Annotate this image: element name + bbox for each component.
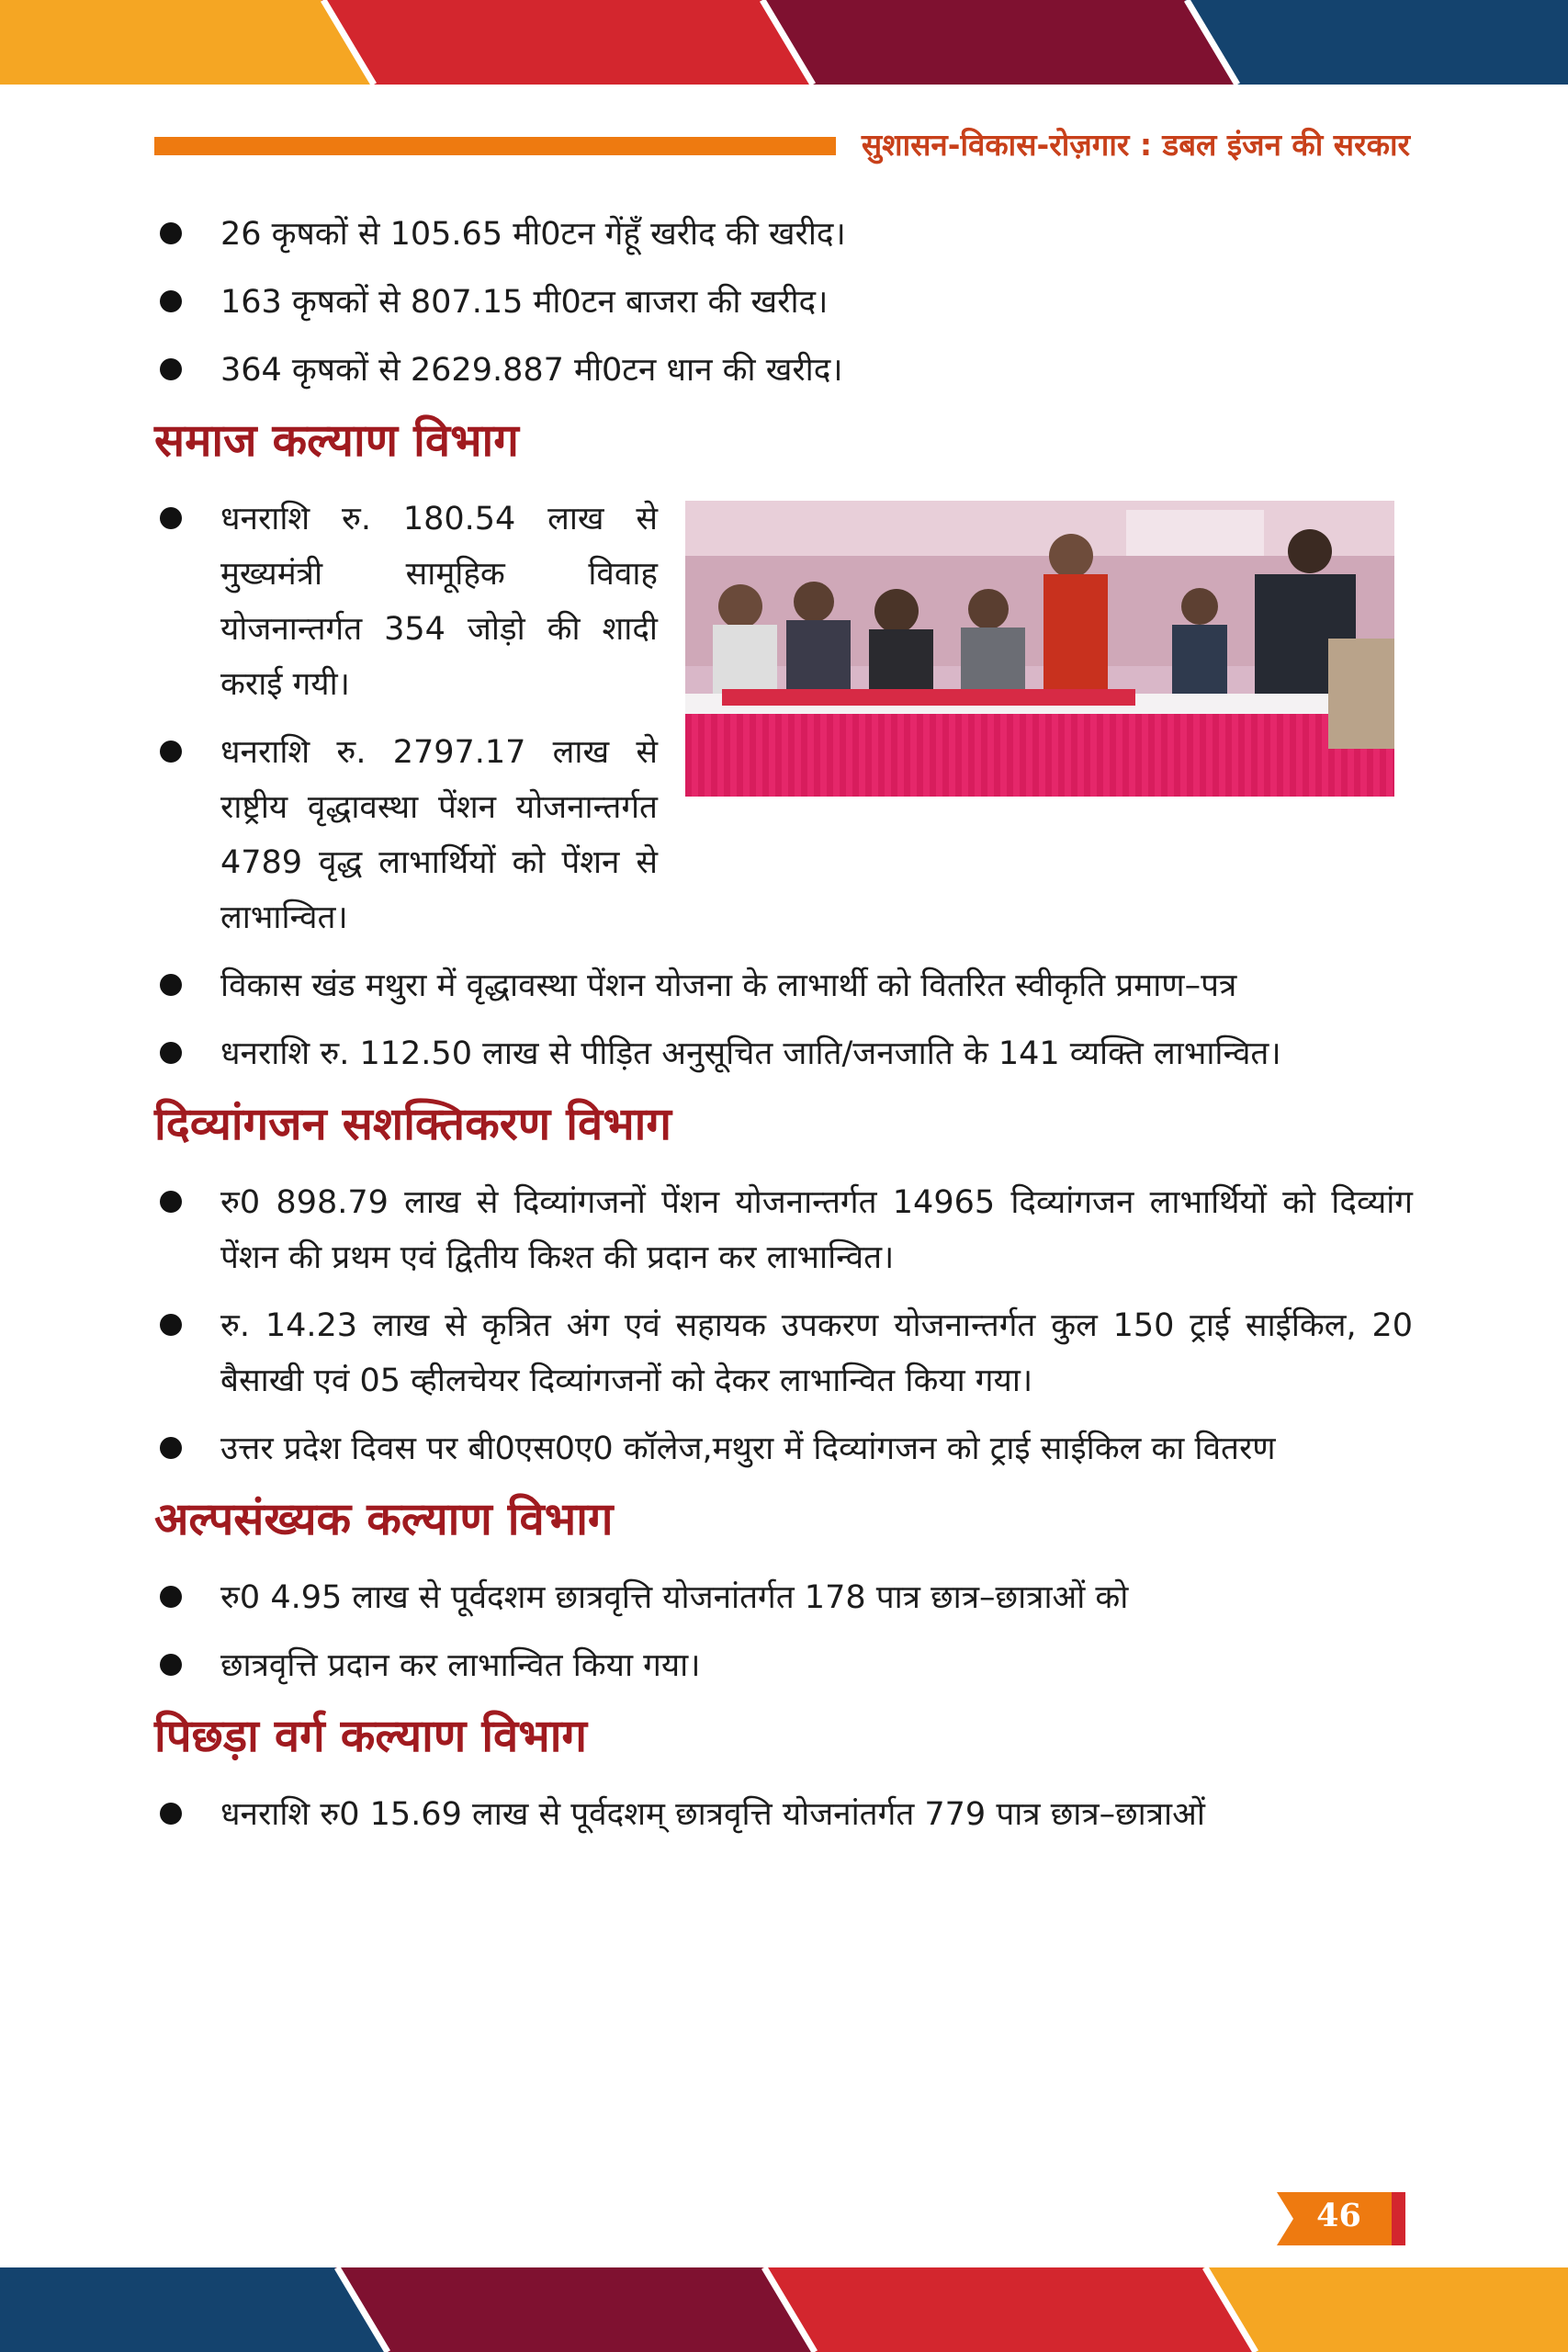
bullet-icon — [160, 1586, 182, 1608]
event-photo — [685, 501, 1394, 797]
list-item: धनराशि रु. 2797.17 लाख से राष्ट्रीय वृद्धावस्था पेंशन योजनान्तर्गत 4789 वृद्ध लाभार्थियों को पेंशन से लाभान्वित। — [154, 725, 658, 945]
bullet-icon — [160, 290, 182, 312]
list-item: विकास खंड मथुरा में वृद्धावस्था पेंशन योजना के लाभार्थी को वितरित स्वीकृति प्रमाण–पत्र — [154, 958, 1413, 1013]
bottom-color-band — [0, 2267, 1568, 2352]
bullet-icon — [160, 222, 182, 244]
list-item: उत्तर प्रदेश दिवस पर बी0एस0ए0 कॉलेज,मथुरा में दिव्यांगजन को ट्राई साईकिल का वितरण — [154, 1421, 1413, 1476]
bullet-icon — [160, 1191, 182, 1213]
list-item: 364 कृषकों से 2629.887 मी0टन धान की खरीद। — [154, 343, 1413, 398]
section-heading-divyangjan: दिव्यांगजन सशक्तिकरण विभाग — [154, 1098, 671, 1150]
list-item: रु0 898.79 लाख से दिव्यांगजनों पेंशन योजनान्तर्गत 14965 दिव्यांगजन लाभार्थियों को दिव्यांग पेंशन की प्रथम एवं द्वितीय किश्त की प्रदान कर लाभान्वित। — [154, 1175, 1413, 1285]
bullet-icon — [160, 1314, 182, 1336]
list-item: धनराशि रु0 15.69 लाख से पूर्वदशम् छात्रवृत्ति योजनांतर्गत 779 पात्र छात्र–छात्राओं — [154, 1787, 1413, 1842]
header-tagline: सुशासन-विकास-रोज़गार : डबल इंजन की सरकार — [861, 127, 1410, 163]
divyangjan-list — [154, 1175, 1413, 1476]
list-item: 163 कृषकों से 807.15 मी0टन बाजरा की खरीद। — [154, 275, 1413, 330]
bullet-icon — [160, 1803, 182, 1825]
page-number: 46 — [1316, 2197, 1361, 2234]
bullet-icon — [160, 974, 182, 996]
list-item: 26 कृषकों से 105.65 मी0टन गेंहूँ खरीद की खरीद। — [154, 207, 1413, 262]
samaj-kalyan-list — [154, 492, 658, 945]
samaj-kalyan-list-continued — [154, 958, 1413, 1081]
bullet-icon — [160, 1654, 182, 1676]
pichhda-varg-list — [154, 1787, 1413, 1842]
list-item: छात्रवृत्ति प्रदान कर लाभान्वित किया गया। — [154, 1638, 1413, 1693]
header-rule — [154, 137, 836, 155]
list-item: धनराशि रु. 112.50 लाख से पीड़ित अनुसूचित जाति/जनजाति के 141 व्यक्ति लाभान्वित। — [154, 1026, 1413, 1081]
section-heading-pichhda-varg: पिछड़ा वर्ग कल्याण विभाग — [154, 1710, 588, 1762]
section-heading-alpsankhyak: अल्पसंख्यक कल्याण विभाग — [154, 1493, 614, 1545]
page-content — [154, 207, 1413, 1855]
bullet-icon — [160, 1437, 182, 1459]
bullet-icon — [160, 741, 182, 763]
alpsankhyak-list — [154, 1570, 1413, 1693]
procurement-list — [154, 207, 1413, 398]
bullet-icon — [160, 507, 182, 529]
list-item: धनराशि रु. 180.54 लाख से मुख्यमंत्री सामूहिक विवाह योजनान्तर्गत 354 जोड़ो की शादी कराई गयी। — [154, 492, 658, 712]
list-item: रु0 4.95 लाख से पूर्वदशम छात्रवृत्ति योजनांतर्गत 178 पात्र छात्र–छात्राओं को — [154, 1570, 1413, 1625]
section-heading-samaj-kalyan: समाज कल्याण विभाग — [154, 414, 519, 467]
list-item: रु. 14.23 लाख से कृत्रित अंग एवं सहायक उपकरण योजनान्तर्गत कुल 150 ट्राई साईकिल, 20 बैसाखी एवं 05 व्हीलचेयर दिव्यांगजनों को देकर लाभान्वित किया गया। — [154, 1298, 1413, 1408]
top-color-band — [0, 0, 1568, 85]
bullet-icon — [160, 1042, 182, 1064]
samaj-kalyan-photo-block — [154, 492, 1413, 945]
bullet-icon — [160, 358, 182, 380]
